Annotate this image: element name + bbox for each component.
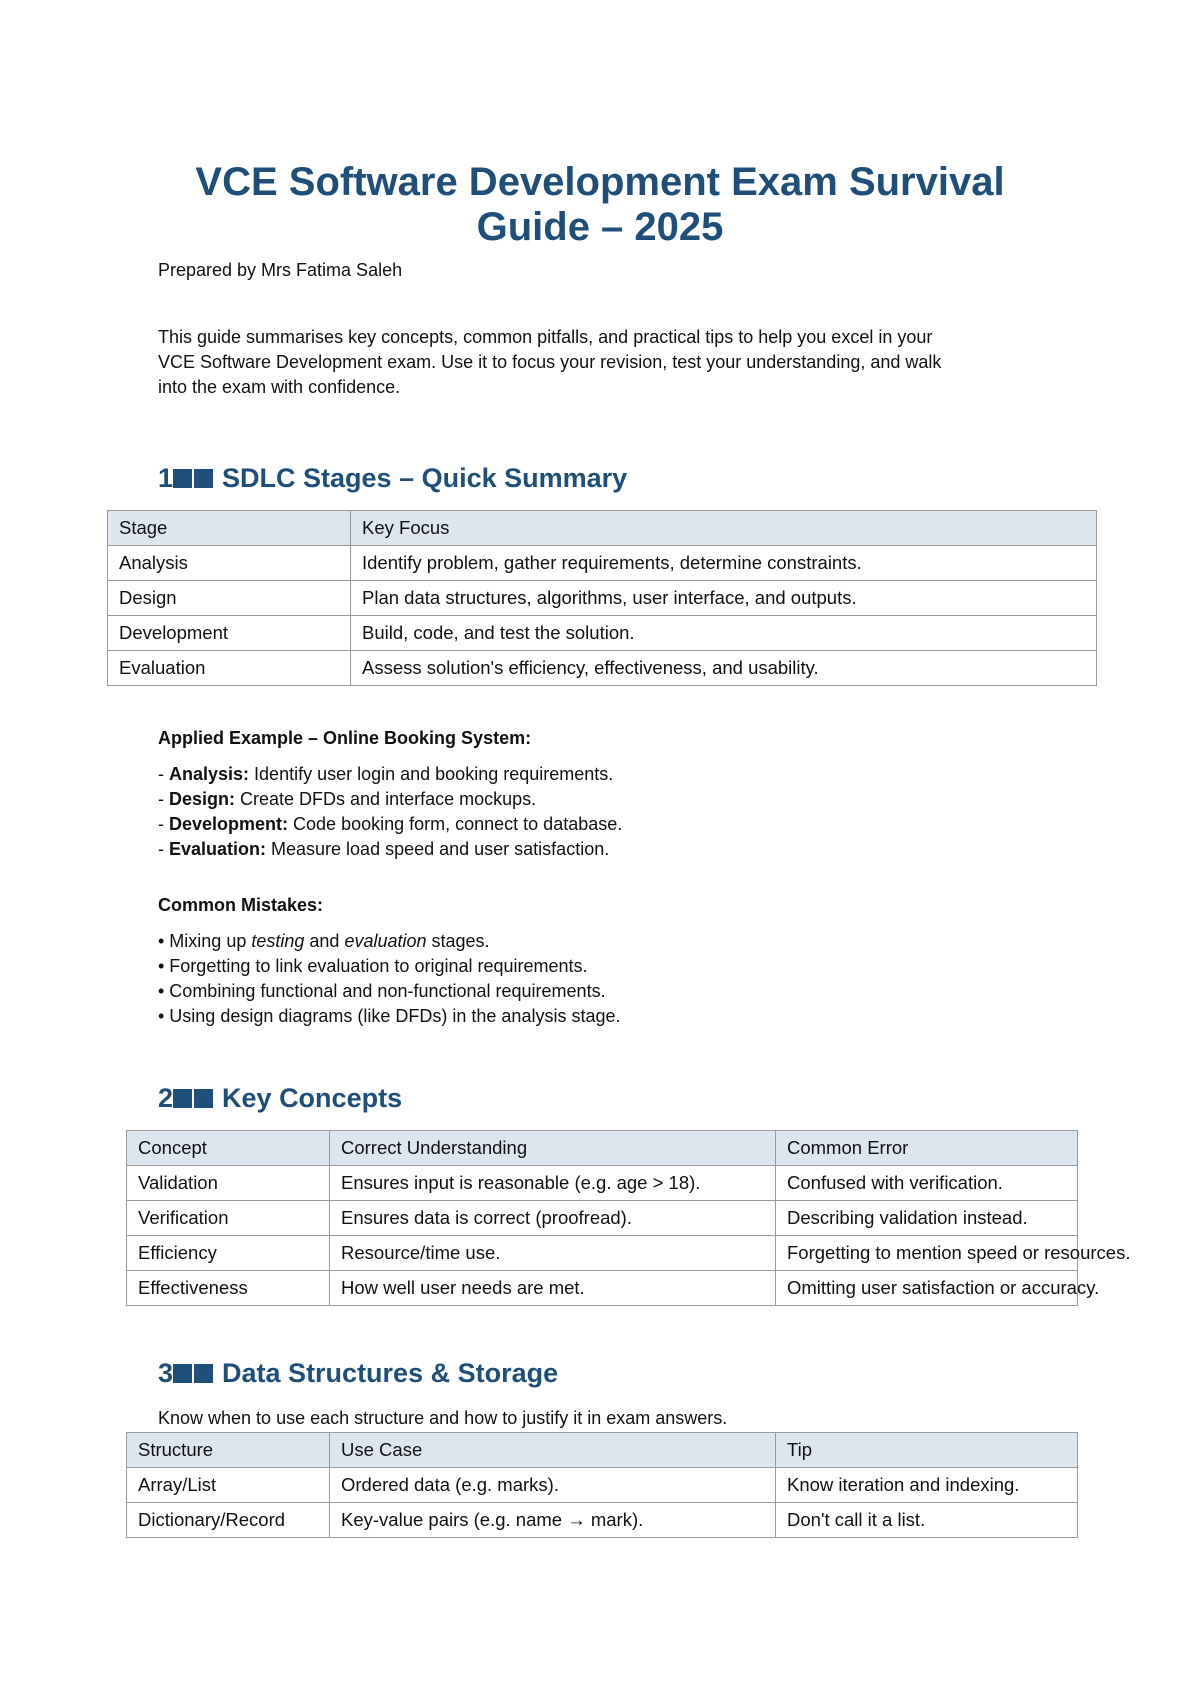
intro-line-1: This guide summarises key concepts, common pitfalls, and practical tips to help you excel in your: [158, 327, 933, 347]
intro-line-2: VCE Software Development exam. Use it to focus your revision, test your understanding, and walk: [158, 352, 942, 372]
table-row: [127, 1236, 1078, 1271]
table-cell: Resource/time use.: [330, 1236, 776, 1271]
list-item: - Evaluation: Measure load speed and user satisfaction.: [158, 839, 610, 859]
section-1-number: 1: [158, 463, 174, 493]
table-cell: Verification: [127, 1201, 330, 1236]
table-cell: Know iteration and indexing.: [776, 1468, 1078, 1503]
table-row: [127, 1201, 1078, 1236]
common-mistakes-heading: Common Mistakes:: [158, 895, 324, 915]
square-bullets-icon: [173, 1358, 215, 1388]
key-concepts-table: [126, 1130, 1131, 1306]
table-cell: Ensures data is correct (proofread).: [330, 1201, 776, 1236]
table-row: [127, 1271, 1078, 1306]
list-item: • Using design diagrams (like DFDs) in the analysis stage.: [158, 1006, 621, 1026]
section-3-number: 3: [158, 1358, 174, 1388]
table-cell: How well user needs are met.: [330, 1271, 776, 1306]
table-header-cell: Key Focus: [351, 511, 1097, 546]
table-cell: Design: [108, 581, 351, 616]
common-mistakes-list: [158, 929, 1058, 1029]
table-header-row: [127, 1433, 1078, 1468]
table-cell: Omitting user satisfaction or accuracy.: [776, 1271, 1078, 1306]
table-row: [108, 581, 1097, 616]
section-2-heading: [158, 1083, 402, 1114]
applied-example-list: [158, 762, 1058, 862]
table-cell: Describing validation instead.: [776, 1201, 1078, 1236]
table-header-cell: Common Error: [776, 1131, 1078, 1166]
table-cell: Confused with verification.: [776, 1166, 1078, 1201]
table-cell: Don't call it a list.: [776, 1503, 1078, 1538]
table-cell: Identify problem, gather requirements, determine constraints.: [351, 546, 1097, 581]
section-1-title: SDLC Stages – Quick Summary: [222, 463, 628, 493]
table-row: [108, 546, 1097, 581]
section-3-title: Data Structures & Storage: [222, 1358, 559, 1388]
table-cell: Dictionary/Record: [127, 1503, 330, 1538]
table-header-row: [127, 1131, 1078, 1166]
table-cell: Ensures input is reasonable (e.g. age > 18).: [330, 1166, 776, 1201]
section-2-number: 2: [158, 1083, 174, 1113]
table-cell: Efficiency: [127, 1236, 330, 1271]
table-row: [127, 1468, 1078, 1503]
table-cell: Forgetting to mention speed or resources.: [776, 1236, 1078, 1271]
square-bullets-icon: [173, 463, 215, 493]
table-header-cell: Use Case: [330, 1433, 776, 1468]
page-title: [100, 160, 1100, 250]
sdlc-stages-table: [107, 510, 1097, 686]
table-cell: Development: [108, 616, 351, 651]
table-cell: Plan data structures, algorithms, user interface, and outputs.: [351, 581, 1097, 616]
section-1-heading: [158, 463, 627, 494]
table-row: [127, 1503, 1078, 1538]
table-header-cell: Stage: [108, 511, 351, 546]
square-bullets-icon: [173, 1083, 215, 1113]
list-item: - Design: Create DFDs and interface mockups.: [158, 789, 537, 809]
table-cell: Key-value pairs (e.g. name → mark).: [330, 1503, 776, 1538]
table-cell: Array/List: [127, 1468, 330, 1503]
table-cell: Effectiveness: [127, 1271, 330, 1306]
page-title-line-1: VCE Software Development Exam Survival: [195, 160, 1005, 204]
list-item: - Analysis: Identify user login and booking requirements.: [158, 764, 614, 784]
section-3-intro: Know when to use each structure and how to justify it in exam answers.: [158, 1408, 728, 1428]
table-header-cell: Structure: [127, 1433, 330, 1468]
list-item: • Combining functional and non-functional requirements.: [158, 981, 606, 1001]
table-row: [127, 1166, 1078, 1201]
applied-example-heading: Applied Example – Online Booking System:: [158, 728, 532, 748]
list-item: • Mixing up testing and evaluation stages.: [158, 931, 490, 951]
table-header-cell: Tip: [776, 1433, 1078, 1468]
table-header-row: [108, 511, 1097, 546]
list-item: • Forgetting to link evaluation to original requirements.: [158, 956, 588, 976]
section-3-heading: [158, 1358, 558, 1389]
table-cell: Validation: [127, 1166, 330, 1201]
table-cell: Evaluation: [108, 651, 351, 686]
list-item: - Development: Code booking form, connect to database.: [158, 814, 623, 834]
page-title-line-2: Guide – 2025: [476, 205, 724, 249]
table-row: [108, 651, 1097, 686]
table-cell: Ordered data (e.g. marks).: [330, 1468, 776, 1503]
table-row: [108, 616, 1097, 651]
table-header-cell: Correct Understanding: [330, 1131, 776, 1166]
intro-line-3: into the exam with confidence.: [158, 377, 401, 397]
section-2-title: Key Concepts: [222, 1083, 403, 1113]
table-cell: Build, code, and test the solution.: [351, 616, 1097, 651]
intro-paragraph: [158, 325, 1058, 400]
data-structures-table: [126, 1432, 1078, 1538]
table-header-cell: Concept: [127, 1131, 330, 1166]
author-line: Prepared by Mrs Fatima Saleh: [158, 260, 403, 280]
table-cell: Assess solution's efficiency, effectiveness, and usability.: [351, 651, 1097, 686]
table-cell: Analysis: [108, 546, 351, 581]
